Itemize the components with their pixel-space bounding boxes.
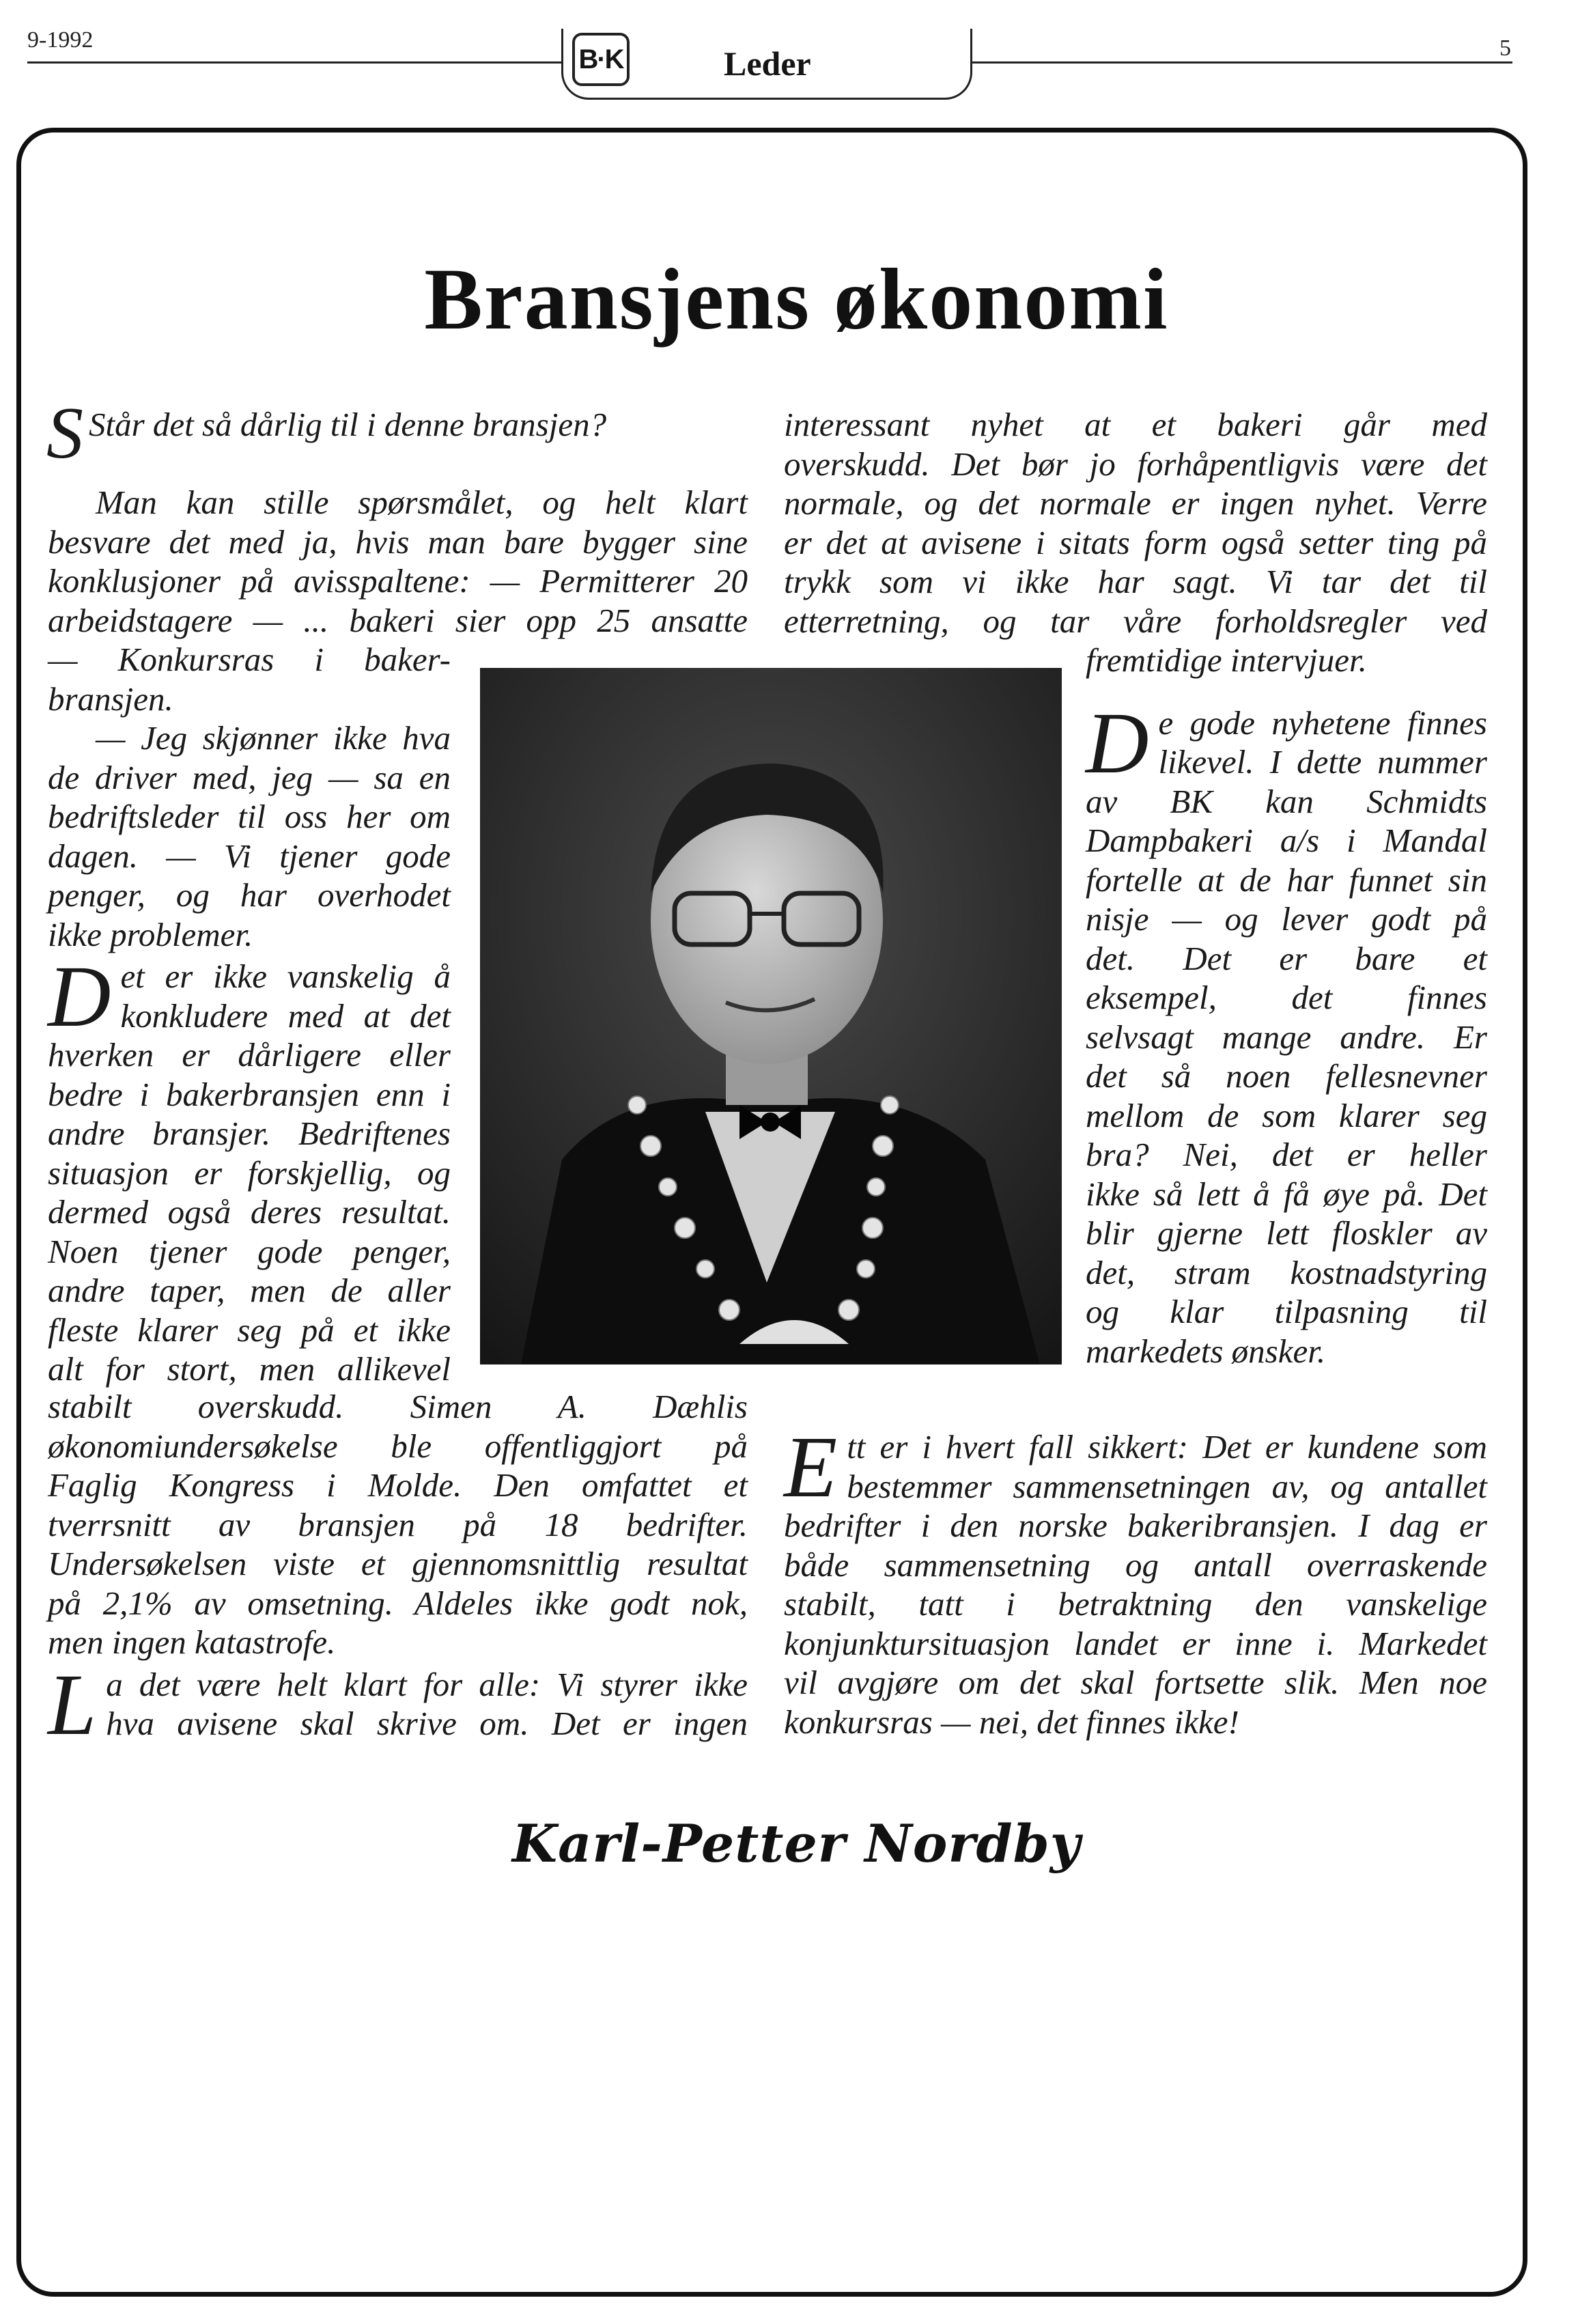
text-line: det, stram kostnadstyring [1086,1253,1487,1291]
text-line: dagen. — Vi tjener gode [48,837,451,875]
text-line: trykk som vi ikke har sagt. Vi tar det til [784,563,1487,600]
text-line: bra? Nei, det er heller [1086,1136,1487,1173]
text-line: økonomiundersøkelse ble offentliggjort på [48,1427,748,1465]
text-line: fleste klarer seg på et ikke [48,1311,451,1349]
text-line: Faglig Kongress i Molde. Den omfattet et [48,1466,748,1504]
left-column-p2 [48,483,748,640]
text-line: e gode nyhetene finnes [1158,703,1487,742]
paragraph-l [48,1655,748,1753]
text-line: penger, og har overhodet [48,876,451,914]
text-line: Undersøkelsen viste et gjennomsnittlig resultat [48,1545,748,1582]
text-line: blir gjerne lett floskler av [1086,1214,1487,1252]
text-line: — Jeg skjønner ikke hva [96,719,451,757]
text-line: ikke problemer. [48,915,253,953]
text-line: det så noen fellesnevner [1086,1057,1487,1095]
text-line: alt for stort, men allikevel [48,1350,451,1388]
text-line: bedre i bakerbransjen enn i [48,1075,451,1113]
right-column-narrow [1086,641,1487,1371]
text-line: konkludere med at det [120,996,451,1035]
text-line: — Konkursras i baker- [48,641,451,678]
text-line: fortelle at de har funnet sin [1086,860,1487,899]
text-line: Man kan stille spørsmålet, og helt klart [96,484,748,521]
article-title: Bransjens økonomi [424,251,1169,348]
section-label: Leder [724,44,811,83]
text-line: etterretning, og tar våre forholdsregler ved [784,602,1487,640]
drop-cap: E [784,1418,838,1515]
text-line: a det være helt klart for alle: Vi styrer ikke [106,1665,748,1703]
drop-cap: D [1086,694,1149,792]
text-line: bestemmer sammensetningen av, og antallet [847,1467,1487,1505]
text-line: stabilt overskudd. Simen A. Dæhlis [48,1388,748,1425]
text-line: av BK kan Schmidts [1086,782,1487,820]
text-line: selvsagt mange andre. Er [1086,1018,1487,1056]
text-line: andre taper, men de aller [48,1272,451,1309]
drop-cap: L [48,1655,97,1753]
text-line: stabilt, tatt i betraktning den vanskelige [784,1585,1487,1623]
text-line: nisje — og lever godt på [1086,900,1487,938]
text-line: dermed også deres resultat. [48,1193,451,1231]
text-line: konjunktursituasjon landet er inne i. Markedet [784,1624,1487,1662]
text-line: og klar tilpasning til [1086,1293,1487,1330]
text-line: arbeidstagere — ... bakeri sier opp 25 ansatte [48,601,748,639]
text-line: andre bransjer. Bedriftenes [48,1115,451,1152]
text-line: tt er i hvert fall sikkert: Det er kundene som [847,1428,1487,1466]
lead-line: Står det så dårlig til i denne bransjen? [89,406,607,443]
text-line: hverken er dårligere eller [48,1036,451,1074]
text-line: mellom de som klarer seg [1086,1096,1487,1134]
left-column-narrow [48,640,451,1389]
text-line: bransjen. [48,680,173,718]
text-line: ikke så lett å få øye på. Det [1086,1175,1487,1213]
text-line: konklusjoner på avisspaltene: — Permitterer 20 [48,562,748,600]
text-line: tverrsnitt av bransjen på 18 bedrifter. [48,1505,748,1543]
text-line: eksempel, det finnes [1086,979,1487,1016]
right-column-top [784,405,1487,641]
text-line: de driver med, jeg — sa en [48,758,451,796]
text-line: overskudd. Det bør jo forhåpentligvis være det [784,445,1487,483]
text-line: markedets ønsker. [1086,1332,1326,1370]
issue-date: 9-1992 [27,27,94,53]
text-line: bedriftsleder til oss her om [48,798,451,835]
text-line: det. Det er bare et [1086,939,1487,977]
text-line: hva avisene skal skrive om. Det er ingen [106,1705,748,1742]
text-line: besvare det med ja, hvis man bare bygger sine [48,522,748,561]
text-line: normale, og det normale er ingen nyhet. Verre [784,484,1487,522]
drop-cap: S [46,393,83,474]
text-line: både sammensetning og antall overraskende [784,1545,1487,1584]
paragraph [46,393,748,474]
text-line: men ingen katastrofe. [48,1623,336,1661]
text-line: fremtidige intervjuer. [1086,641,1367,679]
text-line: et er ikke vanskelig å [120,957,451,995]
text-line: vil avgjøre om det skal fortsette slik. Men noe [784,1664,1487,1701]
text-line: likevel. I dette nummer [1158,743,1487,781]
text-line: interessant nyhet at et bakeri går med [784,406,1487,443]
text-line: Dampbakeri a/s i Mandal [1086,822,1487,859]
portrait-illustration [480,668,1062,1364]
author-signature: Karl-Petter Nordby [512,1813,1081,1874]
bk-logo: B·K [572,33,630,86]
portrait-photo [480,668,1062,1364]
left-column-bottom [48,1387,748,1753]
left-column-top [46,393,748,474]
text-line: Noen tjener gode penger, [48,1232,451,1270]
right-column-bottom [784,1418,1487,1741]
paragraph-d2 [1086,694,1487,1371]
drop-cap: D [48,948,111,1045]
paragraph-d [48,948,451,1389]
page-number: 5 [1499,36,1511,61]
text-line: bedrifter i den norske bakeribransjen. I dag er [784,1507,1487,1544]
text-line: situasjon er forskjellig, og [48,1153,451,1192]
text-line: konkursras — nei, det finnes ikke! [784,1703,1239,1741]
text-line: på 2,1% av omsetning. Aldeles ikke godt nok, [48,1584,748,1622]
text-line: er det at avisene i sitats form også setter ting på [784,523,1487,561]
